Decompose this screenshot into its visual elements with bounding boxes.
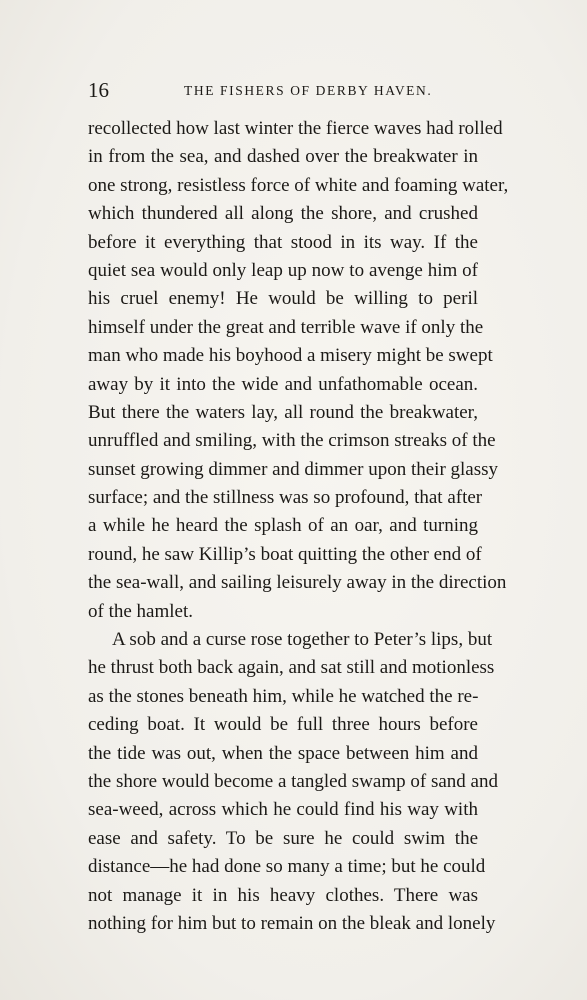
body-text	[88, 115, 509, 938]
text-line: as the stones beneath him, while he watched the re-	[88, 685, 479, 707]
text-line: But there the waters lay, all round the breakwater,	[88, 401, 478, 423]
text-line: surface; and the stillness was so profound, that after	[88, 487, 483, 509]
text-line: the tide was out, when the space between him and	[88, 742, 478, 764]
text-line: a while he heard the splash of an oar, and turning	[88, 515, 478, 537]
text-line: which thundered all along the shore, and crushed	[88, 203, 478, 225]
text-line: nothing for him but to remain on the bleak and lonely	[88, 912, 496, 934]
text-line: recollected how last winter the fierce waves had rolled	[88, 118, 503, 139]
text-line: A sob and a curse rose together to Peter’s lips, but	[112, 629, 493, 651]
text-line: sea-weed, across which he could find his way with	[88, 799, 478, 821]
text-line: the shore would become a tangled swamp of sand and	[88, 770, 498, 792]
text-line: quiet sea would only leap up now to avenge him of	[88, 259, 478, 281]
text-line: not manage it in his heavy clothes. There was	[88, 884, 478, 906]
text-line: man who made his boyhood a misery might be swept	[88, 345, 493, 367]
text-line: away by it into the wide and unfathomable ocean.	[88, 373, 478, 395]
text-line: he thrust both back again, and sat still and motionless	[88, 657, 495, 679]
text-line: round, he saw Killip’s boat quitting the other end of	[88, 543, 482, 565]
text-line: the sea-wall, and sailing leisurely away in the direction	[88, 572, 507, 594]
text-line: of the hamlet.	[88, 600, 193, 622]
text-line: himself under the great and terrible wave if only the	[88, 316, 484, 338]
text-line: unruffled and smiling, with the crimson streaks of the	[88, 430, 496, 452]
text-line: ease and safety. To be sure he could swim the	[88, 827, 478, 849]
running-head	[88, 78, 478, 102]
text-line: one strong, resistless force of white and foaming water,	[88, 174, 509, 196]
text-line: ceding boat. It would be full three hours before	[88, 714, 478, 736]
page-number: 16	[88, 78, 109, 102]
running-title: THE FISHERS OF DERBY HAVEN.	[184, 83, 433, 98]
text-line: before it everything that stood in its way. If the	[88, 231, 478, 253]
text-line: sunset growing dimmer and dimmer upon their glassy	[88, 458, 499, 480]
text-line: distance—he had done so many a time; but he could	[88, 856, 486, 878]
text-line: his cruel enemy! He would be willing to peril	[88, 288, 478, 310]
text-line: in from the sea, and dashed over the breakwater in	[88, 146, 478, 168]
